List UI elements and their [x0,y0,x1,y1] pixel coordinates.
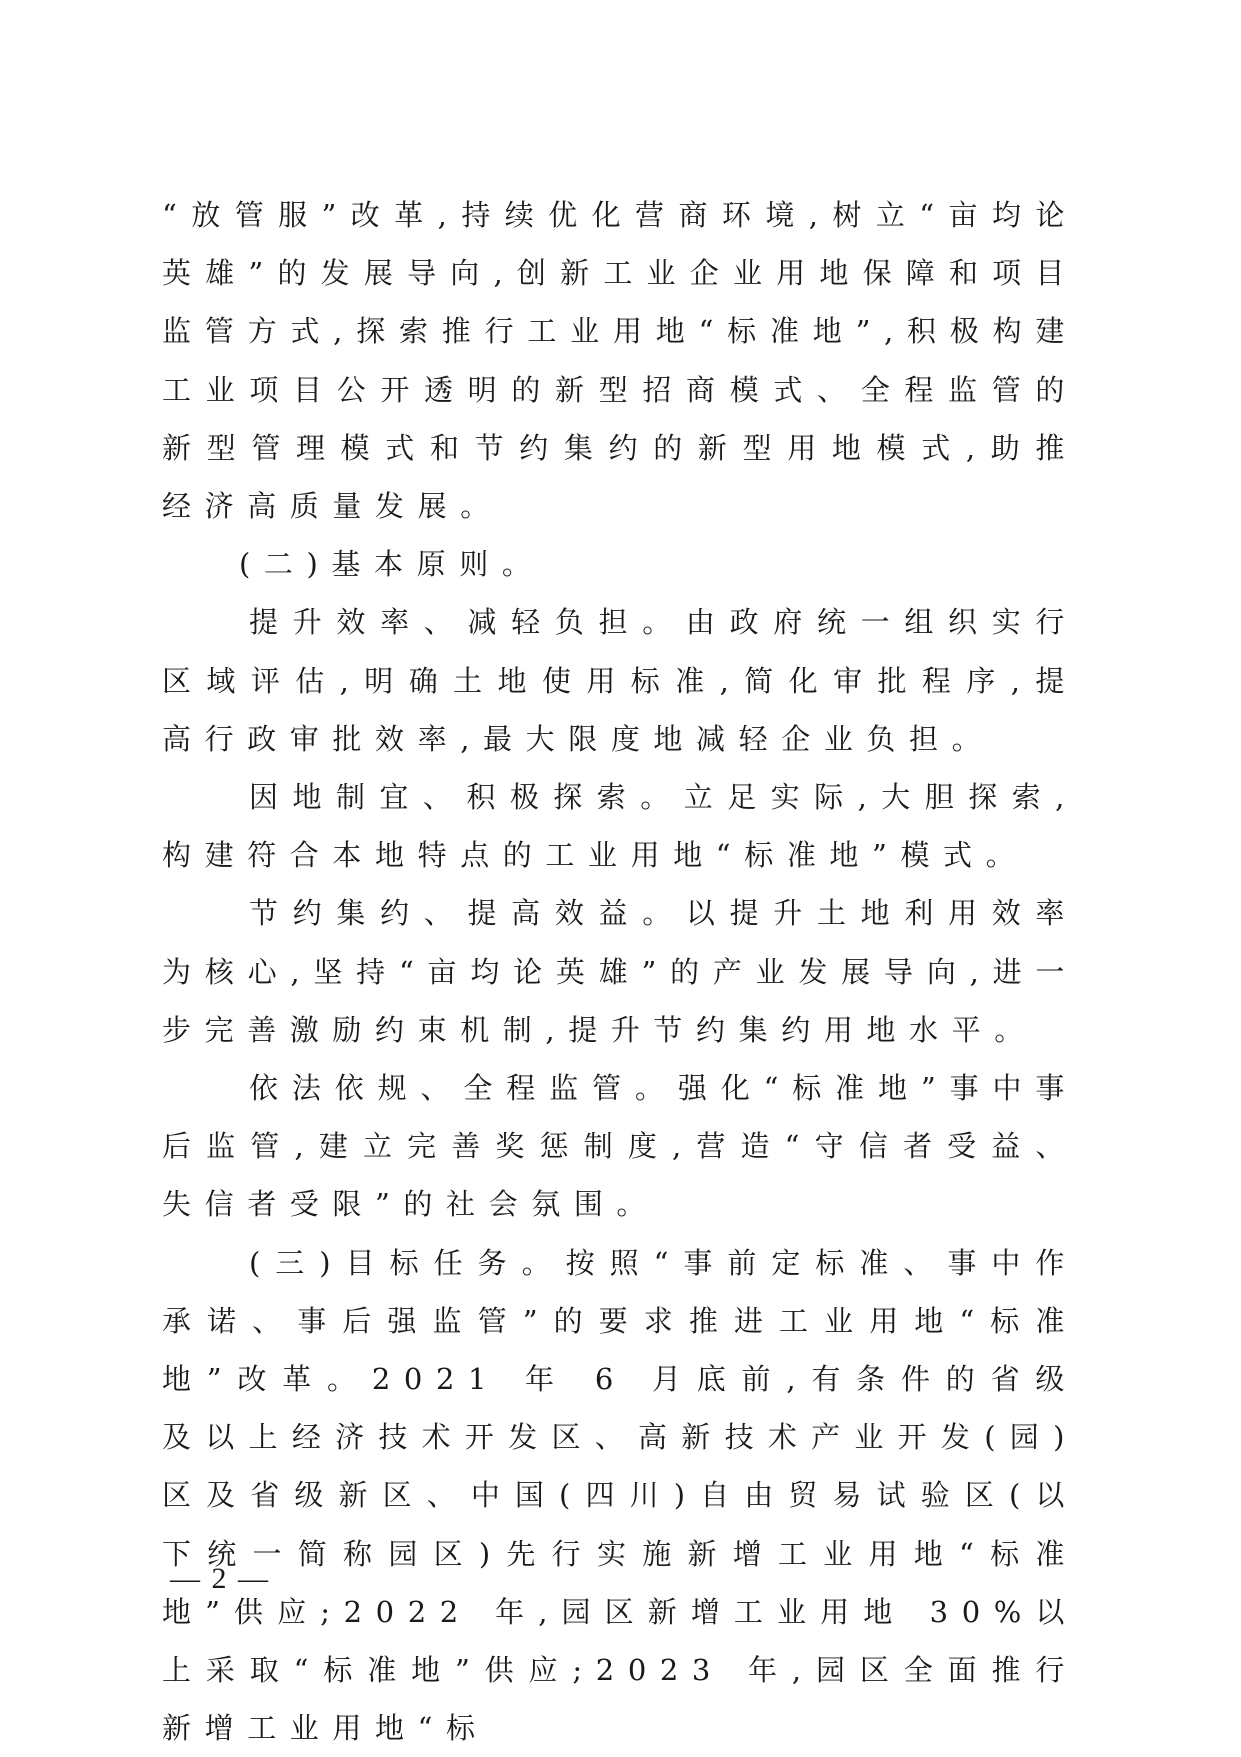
document-body [162,186,1078,1757]
page-number: — 2 — [170,1562,270,1595]
paragraph-supervision-principle: 依法依规、全程监管。强化“标准地”事中事后监管,建立完善奖惩制度,营造“守信者受益、失信者受限”的社会氛围。 [162,1071,1078,1222]
paragraph-efficiency-principle: 提升效率、减轻负担。由政府统一组织实行区域评估,明确土地使用标准,简化审批程序,提高行政审批效率,最大限度地减轻企业负担。 [162,605,1078,756]
paragraph-goals-tasks: (三)目标任务。按照“事前定标准、事中作承诺、事后强监管”的要求推进工业用地“标准地”改革。2021 年 6 月底前,有条件的省级及以上经济技术开发区、高新技术产业开发(园)区及省级新区、中国(四川)自由贸易试验区(以下统一简称园区)先行实施新增工业用地“标准地”供应;2022 年,园区新增工业用地 30%以上采取“标准地”供应;2023 年,园区全面推行新增工业用地“标 [162,1245,1078,1746]
paragraph-intensive-use-principle: 节约集约、提高效益。以提升土地利用效率为核心,坚持“亩均论英雄”的产业发展导向,进一步完善激励约束机制,提升节约集约用地水平。 [162,896,1078,1047]
section-heading-basic-principles: (二)基本原则。 [239,547,545,582]
paragraph-local-adaptation-principle: 因地制宜、积极探索。立足实际,大胆探索,构建符合本地特点的工业用地“标准地”模式。 [162,780,1078,873]
paragraph-continuation: “放管服”改革,持续优化营商环境,树立“亩均论英雄”的发展导向,创新工业企业用地保障和项目监管方式,探索推行工业用地“标准地”,积极构建工业项目公开透明的新型招商模式、全程监管的新型管理模式和节约集约的新型用地模式,助推经济高质量发展。 [162,198,1078,524]
